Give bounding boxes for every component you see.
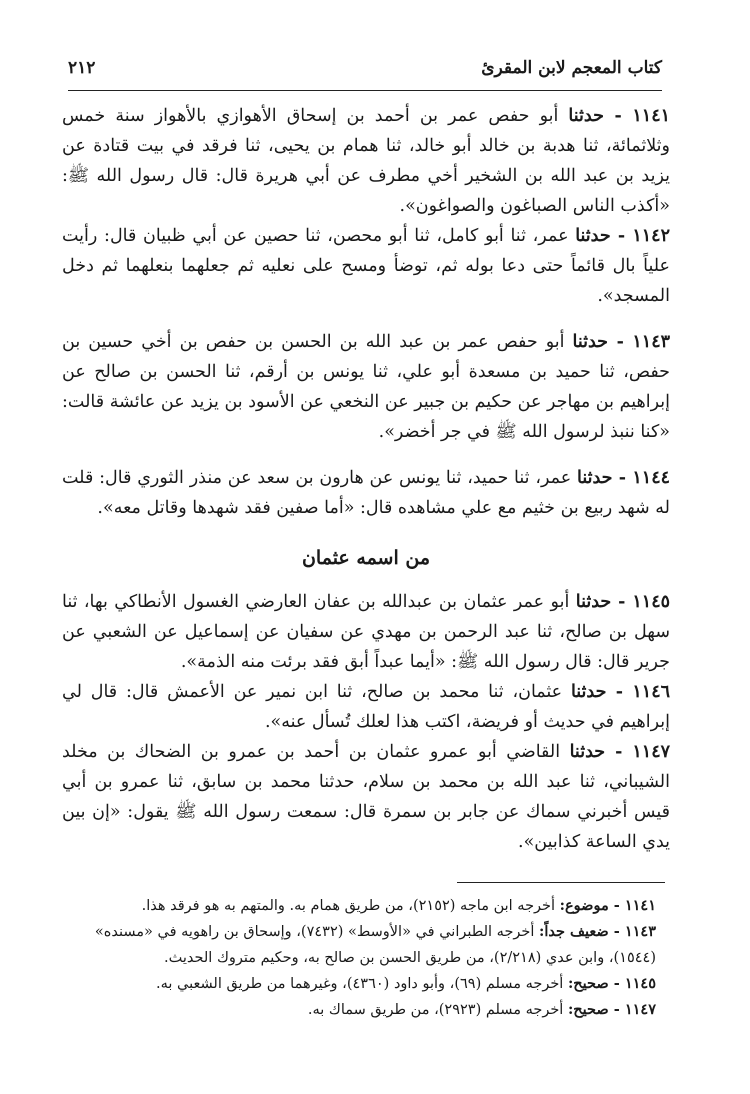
hadith-text: عمر، ثنا حميد، ثنا يونس عن هارون بن سعد عن منذر الثوري قال: قلت له شهد ربيع بن خثيم مع علي مشاهده قال: «أما صفين فقد شهدها وقاتل معه». bbox=[62, 468, 670, 518]
hadith-entry-1142 bbox=[62, 221, 670, 311]
hadith-text: القاضي أبو عمرو عثمان بن أحمد بن عمرو بن الضحاك بن مخلد الشيباني، ثنا عبد الله بن محمد بن سلام، حدثنا محمد بن سابق، ثنا عمرو بن أبي قيس أخبرني سماك عن جابر بن سمرة قال: سمعت رسول الله ﷺ يقول: «إن بين يدي الساعة كذابين». bbox=[62, 742, 670, 852]
footnote-grade: صحيح: bbox=[567, 975, 609, 992]
running-header bbox=[68, 54, 662, 91]
hadith-entry-1146 bbox=[62, 677, 670, 737]
narration-marker: حدثنا bbox=[575, 226, 611, 246]
separator: - bbox=[611, 592, 633, 612]
hadith-entry-1141 bbox=[62, 101, 670, 221]
hadith-list bbox=[62, 101, 670, 857]
hadith-entry-1144 bbox=[62, 463, 670, 523]
footnote-text: أخرجه الطبراني في «الأوسط» (٧٤٣٢)، وإسحاق بن راهويه في «مسنده» (١٥٤٤)، وابن عدي (٢/٢١٨)، من طريق الحسن بن صالح به، وحكيم متروك الحديث. bbox=[94, 924, 656, 966]
hadith-entry-1143 bbox=[62, 327, 670, 447]
page-number: ٢١٢ bbox=[68, 58, 96, 78]
hadith-text: عثمان، ثنا محمد بن صالح، ثنا ابن نمير عن الأعمش قال: قال لي إبراهيم في حديث أو فريضة، اكتب هذا لعلك تُسأل عنه». bbox=[62, 682, 670, 732]
hadith-text: أبو حفص عمر بن أحمد بن إسحاق الأهوازي بالأهواز سنة خمس وثلاثمائة، ثنا هدبة بن خالد أبو خالد، ثنا همام بن يحيى، ثنا فرقد في بيت قتادة عن يزيد بن عبد الله بن الشخير أخي مطرف عن أبي هريرة قال: قال رسول الله ﷺ: «أكذب الناس الصباغون والصواغون». bbox=[62, 106, 670, 216]
narration-marker: حدثنا bbox=[568, 106, 604, 126]
hadith-number: ١١٤١ bbox=[632, 106, 670, 126]
footnote-text: أخرجه ابن ماجه (٢١٥٢)، من طريق همام به. والمتهم به هو فرقد هذا. bbox=[141, 898, 560, 914]
narration-marker: حدثنا bbox=[575, 592, 612, 612]
footnote-grade: موضوع: bbox=[559, 897, 609, 914]
separator: - bbox=[608, 897, 625, 914]
narration-marker: حدثنا bbox=[576, 468, 613, 488]
separator: - bbox=[603, 106, 633, 126]
footnote-number: ١١٤٣ bbox=[624, 923, 656, 940]
narration-marker: حدثنا bbox=[570, 682, 607, 702]
footnote-text: أخرجه مسلم (٢٩٢٣)، من طريق سماك به. bbox=[307, 1002, 568, 1018]
hadith-number: ١١٤٥ bbox=[632, 592, 670, 612]
hadith-number: ١١٤٤ bbox=[632, 468, 670, 488]
separator: - bbox=[608, 923, 625, 940]
separator: - bbox=[608, 975, 625, 992]
footnote-1141 bbox=[62, 893, 656, 919]
footnotes bbox=[62, 893, 656, 1023]
separator: - bbox=[610, 226, 633, 246]
hadith-number: ١١٤٣ bbox=[632, 332, 670, 352]
separator: - bbox=[612, 468, 633, 488]
footnote-number: ١١٤١ bbox=[624, 897, 656, 914]
footnote-text: أخرجه مسلم (٦٩)، وأبو داود (٤٣٦٠)، وغيرهما من طريق الشعبي به. bbox=[155, 976, 568, 992]
hadith-text: أبو حفص عمر بن عبد الله بن الحسن بن حفص بن أخي حسين بن حفص، ثنا حميد بن مسعدة أبو علي، ثنا يونس بن أرقم، ثنا الحسن بن صالح عن إبراهيم بن مهاجر عن حكيم بن جبير عن النخعي عن الأسود بن يزيد عن عائشة قالت: «كنا ننبذ لرسول الله ﷺ في جر أخضر». bbox=[62, 332, 670, 442]
hadith-number: ١١٤٦ bbox=[632, 682, 670, 702]
separator: - bbox=[605, 742, 633, 762]
narration-marker: حدثنا bbox=[569, 742, 606, 762]
footnote-number: ١١٤٥ bbox=[624, 975, 656, 992]
footnote-1145 bbox=[62, 971, 656, 997]
hadith-entry-1147 bbox=[62, 737, 670, 857]
separator: - bbox=[608, 1001, 625, 1018]
separator: - bbox=[608, 332, 633, 352]
hadith-number: ١١٤٢ bbox=[632, 226, 670, 246]
hadith-entry-1145 bbox=[62, 587, 670, 677]
book-title: كتاب المعجم لابن المقرئ bbox=[481, 58, 662, 78]
footnote-number: ١١٤٧ bbox=[624, 1001, 656, 1018]
section-title: من اسمه عثمان bbox=[301, 547, 431, 569]
footnote-divider bbox=[457, 882, 665, 883]
hadith-text: عمر، ثنا أبو كامل، ثنا أبو محصن، ثنا حصين عن أبي ظبيان قال: رأيت علياً بال قائماً حتى دعا بوله ثم، توضأ ومسح على نعليه ثم جعلهما بنعلهما ثم دخل المسجد». bbox=[62, 226, 670, 306]
separator: - bbox=[606, 682, 633, 702]
footnote-1147 bbox=[62, 997, 656, 1023]
hadith-text: أبو عمر عثمان بن عبدالله بن عفان العارضي الغسول الأنطاكي بها، ثنا سهل بن صالح، ثنا عبد الرحمن بن مهدي عن سفيان عن إسماعيل عن الشعبي عن جرير قال: قال رسول الله ﷺ: «أيما عبداً أبق فقد برئت منه الذمة». bbox=[62, 592, 670, 672]
footnote-grade: صحيح: bbox=[567, 1001, 609, 1018]
hadith-number: ١١٤٧ bbox=[632, 742, 670, 762]
footnote-1143 bbox=[62, 919, 656, 971]
narration-marker: حدثنا bbox=[572, 332, 609, 352]
footnote-grade: ضعيف جداً: bbox=[539, 923, 609, 940]
